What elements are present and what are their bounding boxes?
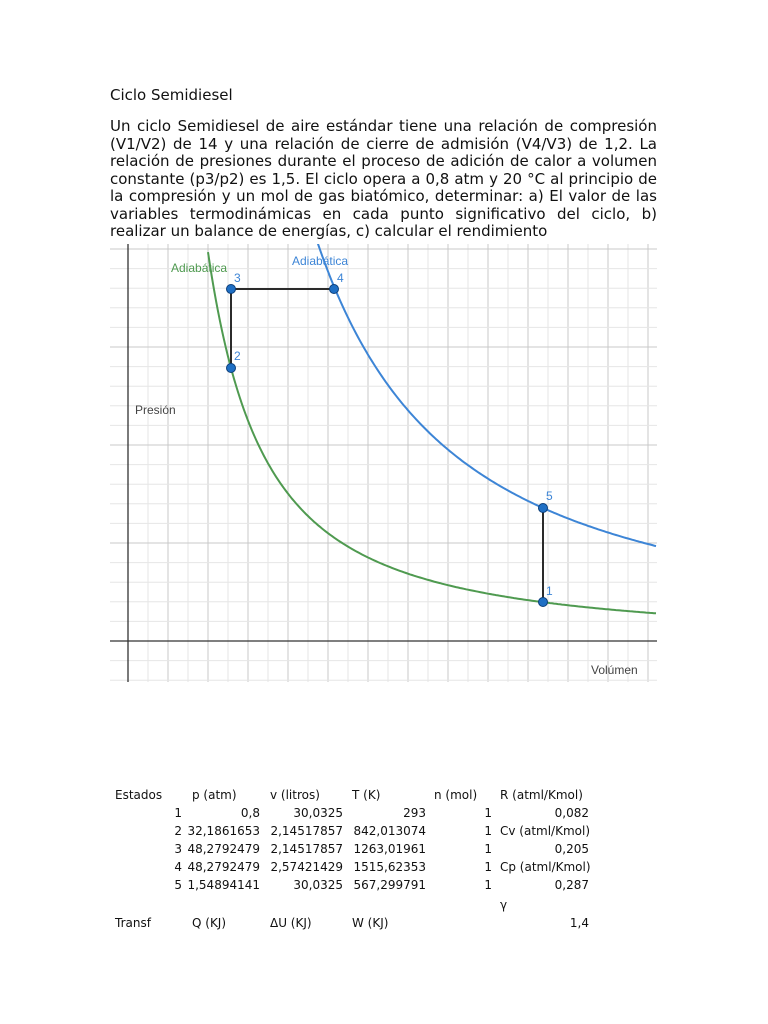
table-cell: 1 xyxy=(174,806,182,820)
table-cell: 0,205 xyxy=(554,842,589,856)
header-t: T (K) xyxy=(352,788,381,802)
header-v: v (litros) xyxy=(270,788,320,802)
table-cell: 293 xyxy=(403,806,426,820)
table-cell: 1263,01961 xyxy=(353,842,426,856)
point-4 xyxy=(330,285,339,294)
table-cell: 0,082 xyxy=(554,806,589,820)
table-cell: 48,2792479 xyxy=(187,860,260,874)
table-cell: 1515,62353 xyxy=(353,860,426,874)
table-cell: Cp (atml/Kmol) xyxy=(500,860,591,874)
table-cell: 5 xyxy=(174,878,182,892)
table-cell: 0,8 xyxy=(240,806,260,820)
table-cell: 4 xyxy=(174,860,182,874)
document-title: Ciclo Semidiesel xyxy=(110,86,233,104)
header-w: W (KJ) xyxy=(352,916,389,930)
table-cell: 1,54894141 xyxy=(187,878,260,892)
point-3 xyxy=(227,285,236,294)
point-1 xyxy=(539,598,548,607)
adiabatic-curve-green xyxy=(208,252,656,613)
point-label-4: 4 xyxy=(337,271,344,285)
header-transf: Transf xyxy=(115,916,151,930)
table-cell: 2,57421429 xyxy=(270,860,343,874)
point-5 xyxy=(539,504,548,513)
table-cell: 1 xyxy=(484,806,492,820)
point-label-3: 3 xyxy=(234,271,241,285)
header-q: Q (KJ) xyxy=(192,916,227,930)
table-cell: 567,299791 xyxy=(353,878,426,892)
table-cell: 30,0325 xyxy=(293,878,343,892)
table-cell: 1 xyxy=(484,824,492,838)
table-cell: 32,1861653 xyxy=(187,824,260,838)
header-p: p (atm) xyxy=(192,788,237,802)
table-cell: 2,14517857 xyxy=(270,824,343,838)
grid xyxy=(110,244,657,682)
adiabatic-label-green: Adiabática xyxy=(171,261,228,275)
table-cell: 1 xyxy=(484,878,492,892)
point-label-1: 1 xyxy=(546,584,553,598)
table-cell: 48,2792479 xyxy=(187,842,260,856)
table-cell: 3 xyxy=(174,842,182,856)
table-cell: Cv (atml/Kmol) xyxy=(500,824,591,838)
pv-diagram xyxy=(110,244,657,682)
table-cell: 2,14517857 xyxy=(270,842,343,856)
adiabatic-curve-blue xyxy=(306,244,656,546)
table-cell: 842,013074 xyxy=(353,824,426,838)
gamma-value: 1,4 xyxy=(569,916,589,930)
gamma-label: γ xyxy=(500,898,508,912)
table-cell: 0,287 xyxy=(554,878,589,892)
point-label-5: 5 xyxy=(546,489,553,503)
header-n: n (mol) xyxy=(434,788,478,802)
header-r: R (atml/Kmol) xyxy=(500,788,583,802)
table-cell: 30,0325 xyxy=(293,806,343,820)
table-cell: 1 xyxy=(484,842,492,856)
y-axis-label: Presión xyxy=(135,403,176,417)
table-cell: 2 xyxy=(174,824,182,838)
table-cell: 1 xyxy=(484,860,492,874)
header-estados: Estados xyxy=(115,788,163,802)
x-axis-label: Volúmen xyxy=(591,663,638,677)
header-du: ΔU (KJ) xyxy=(270,916,312,930)
adiabatic-label-blue: Adiabática xyxy=(292,254,349,268)
point-2 xyxy=(227,364,236,373)
problem-statement: Un ciclo Semidiesel de aire estándar tiene una relación de compresión (V1/V2) de 14 y una relación de cierre de admisión (V4/V3) de 1,2. La relación de presiones durante el proceso de adición de calor a volumen constante (p3/p2) es 1,5. El ciclo opera a 0,8 atm y 20 °C al principio de la compresión y un mol de gas biatómico, determinar: a) El valor de las variables termodinámicas en cada punto significativo del ciclo, b) realizar un balance de energías, c) calcular el rendimiento xyxy=(110,117,657,240)
point-label-2: 2 xyxy=(234,349,241,363)
